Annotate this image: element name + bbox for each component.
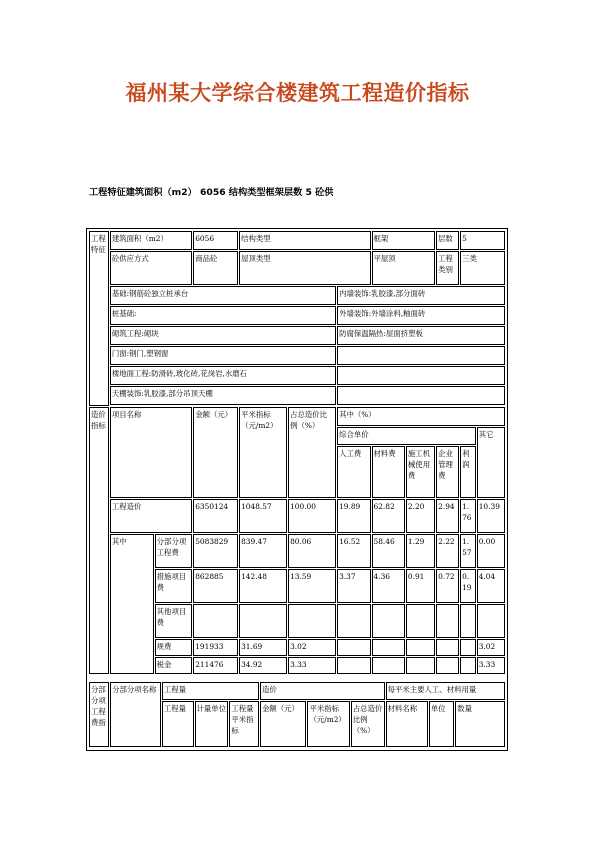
amount-header: 金额（元） [260, 701, 307, 747]
row-name: 工程造价 [110, 499, 192, 533]
feature-right: 防腐保温隔热:屋面挤塑板 [337, 326, 505, 345]
ratio [288, 604, 336, 638]
row-name: 其他项目费 [155, 604, 193, 638]
subitem-header-row [89, 682, 505, 700]
per-sqm-header: 平米指标（元/m2） [307, 701, 349, 747]
qty-per-sqm-header: 工程量平米指标 [229, 701, 259, 747]
usage-header: 每平米主要人工、材料用量 [386, 682, 505, 700]
machine [406, 657, 435, 674]
machine [406, 604, 435, 638]
labor: 16.52 [337, 534, 370, 568]
among-header: 其中（%） [337, 407, 505, 426]
amount: 191933 [193, 639, 238, 656]
labor [337, 604, 370, 638]
profit-header: 利润 [460, 446, 476, 498]
feature-left: 门窗:钢门,塑钢窗 [110, 346, 336, 365]
other: 10.39 [477, 499, 505, 533]
subitem-table [88, 681, 506, 748]
feature-left: 砌筑工程:砌块 [110, 326, 336, 345]
ratio-header: 占总造价比例（%） [351, 701, 385, 747]
feature-row [89, 366, 505, 385]
per-sqm: 142.48 [239, 569, 287, 603]
mat-name-header: 材料名称 [386, 701, 428, 747]
other: 3.33 [477, 657, 505, 674]
material: 62.82 [372, 499, 405, 533]
category-value: 三类 [460, 251, 505, 285]
material: 58.46 [372, 534, 405, 568]
labor [337, 657, 370, 674]
area-label: 建筑面积（m2） [110, 231, 192, 250]
amount: 211476 [193, 657, 238, 674]
profit: 1.57 [460, 534, 476, 568]
subitem-name-header: 分部分项名称 [110, 682, 161, 747]
per-sqm: 31.69 [239, 639, 287, 656]
machine: 1.29 [406, 534, 435, 568]
profit [460, 604, 476, 638]
struct-value: 框架 [372, 231, 436, 250]
among-label: 其中 [110, 534, 154, 674]
feature-row [89, 386, 505, 405]
per-sqm [239, 604, 287, 638]
amount: 5083829 [193, 534, 238, 568]
item-header: 项目名称 [110, 407, 192, 498]
machine [406, 639, 435, 656]
mgmt-header: 企业管理费 [436, 446, 459, 498]
other [477, 604, 505, 638]
project-summary: 工程特征建筑面积（m2） 6056 结构类型框架层数 5 砼供 [89, 187, 334, 198]
machine-header: 施工机械使用费 [406, 446, 435, 498]
mgmt [436, 604, 459, 638]
amount: 862885 [193, 569, 238, 603]
material: 4.36 [372, 569, 405, 603]
other: 4.04 [477, 569, 505, 603]
machine: 2.20 [406, 499, 435, 533]
feature-row [89, 251, 505, 285]
mgmt: 2.22 [436, 534, 459, 568]
table-row [89, 534, 505, 568]
concrete-value: 商品砼 [193, 251, 238, 285]
feature-left: 桩基础: [110, 306, 336, 325]
material-header: 材料费 [372, 446, 405, 498]
feature-left: 楼地面工程:防滑砖,玻化砖,花岗岩,水磨石 [110, 366, 336, 385]
feature-left: 天棚装饰:乳胶漆,部分吊顶天棚 [110, 386, 336, 405]
roof-label: 屋顶类型 [239, 251, 370, 285]
ratio: 100.00 [288, 499, 336, 533]
feature-right: 内墙装饰:乳胶漆,部分面砖 [337, 286, 505, 305]
mgmt: 2.94 [436, 499, 459, 533]
labor-header: 人工费 [337, 446, 370, 498]
per-sqm: 34.92 [239, 657, 287, 674]
ratio-header: 占总造价比例（%） [288, 407, 336, 498]
material [372, 657, 405, 674]
category-label: 工程类别 [436, 251, 459, 285]
amount: 6350124 [193, 499, 238, 533]
row-name: 税金 [155, 657, 193, 674]
ratio: 13.59 [288, 569, 336, 603]
material [372, 604, 405, 638]
floors-value: 5 [460, 231, 505, 250]
profit: 1.76 [460, 499, 476, 533]
mgmt [436, 639, 459, 656]
concrete-label: 砼供应方式 [110, 251, 192, 285]
machine: 0.91 [406, 569, 435, 603]
row-name: 措施项目费 [155, 569, 193, 603]
profit [460, 639, 476, 656]
area-value: 6056 [193, 231, 238, 250]
labor: 19.89 [337, 499, 370, 533]
cost-header-row [89, 407, 505, 426]
subitem-section-label: 分部分项工程费指 [89, 682, 109, 747]
feature-row [89, 286, 505, 305]
cost-index-table [88, 230, 506, 675]
page-title: 福州某大学综合楼建筑工程造价指标 [125, 80, 470, 105]
feature-left: 基础:钢筋砼独立桩承台 [110, 286, 336, 305]
feature-right: 外墙装饰:外墙涂料,釉面砖 [337, 306, 505, 325]
floors-label: 层数 [436, 231, 459, 250]
ratio: 80.06 [288, 534, 336, 568]
feature-right [337, 346, 505, 365]
feature-section-label: 工程特征 [89, 231, 109, 406]
feature-row [89, 326, 505, 345]
feature-right [337, 386, 505, 405]
unit-header: 计量单位 [195, 701, 229, 747]
feature-right [337, 366, 505, 385]
feature-row [89, 346, 505, 365]
other-header: 其它 [477, 427, 505, 498]
mat-count-header: 数量 [455, 701, 505, 747]
row-name: 分部分项工程费 [155, 534, 193, 568]
ratio: 3.33 [288, 657, 336, 674]
roof-value: 平屋顶 [372, 251, 436, 285]
profit [460, 657, 476, 674]
mat-unit-header: 单位 [429, 701, 454, 747]
amount [193, 604, 238, 638]
ratio: 3.02 [288, 639, 336, 656]
qty-header: 工程量 [162, 701, 194, 747]
row-name: 规费 [155, 639, 193, 656]
struct-label: 结构类型 [239, 231, 370, 250]
mgmt [436, 657, 459, 674]
per-sqm: 1048.57 [239, 499, 287, 533]
amount-header: 金额（元） [193, 407, 238, 498]
total-row [89, 499, 505, 533]
composite-header: 综合单价 [337, 427, 476, 445]
material [372, 639, 405, 656]
quantity-header: 工程量 [162, 682, 259, 700]
feature-row [89, 231, 505, 250]
labor: 3.37 [337, 569, 370, 603]
per-sqm-header: 平米指标（元/m2） [239, 407, 287, 498]
mgmt: 0.72 [436, 569, 459, 603]
profit: 0.19 [460, 569, 476, 603]
cost-section-label: 造价指标 [89, 407, 109, 674]
other: 0.00 [477, 534, 505, 568]
labor [337, 639, 370, 656]
cost-header: 造价 [260, 682, 385, 700]
feature-row [89, 306, 505, 325]
per-sqm: 839.47 [239, 534, 287, 568]
other: 3.02 [477, 639, 505, 656]
